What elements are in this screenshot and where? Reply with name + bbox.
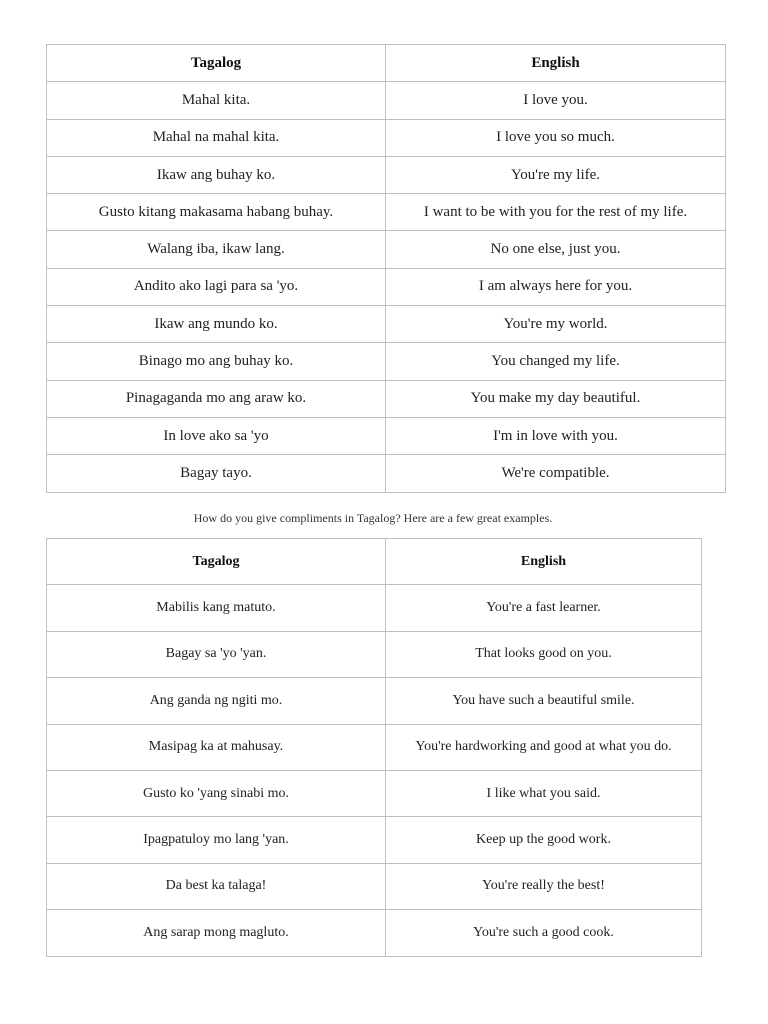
tagalog-cell: Ang ganda ng ngiti mo. [47,678,386,724]
tagalog-cell: Ikaw ang mundo ko. [47,306,386,343]
english-cell: You're really the best! [386,863,702,909]
tagalog-cell: Andito ako lagi para sa 'yo. [47,268,386,305]
table-row [47,306,726,343]
tagalog-cell: Ipagpatuloy mo lang 'yan. [47,817,386,863]
tagalog-cell: Bagay tayo. [47,455,386,492]
table-row [47,455,726,492]
table-row [47,194,726,231]
compliments-caption: How do you give compliments in Tagalog? Here are a few great examples. [193,511,553,525]
tagalog-cell: Mahal kita. [47,82,386,119]
tagalog-cell: Mahal na mahal kita. [47,119,386,156]
table-row [47,724,702,770]
tagalog-cell: Ikaw ang buhay ko. [47,156,386,193]
tagalog-cell: Gusto ko 'yang sinabi mo. [47,770,386,816]
tagalog-cell: Da best ka talaga! [47,863,386,909]
table-header-row [47,539,702,585]
tagalog-cell: Gusto kitang makasama habang buhay. [47,194,386,231]
compliments-table [46,538,702,957]
english-cell: I love you. [386,82,726,119]
english-cell: You make my day beautiful. [386,380,726,417]
love-phrases-table [46,44,726,493]
table-row [47,678,702,724]
table-row [47,417,726,454]
english-cell: You're my world. [386,306,726,343]
table-row [47,380,726,417]
english-cell: That looks good on you. [386,631,702,677]
table-row [47,231,726,268]
english-cell: I like what you said. [386,770,702,816]
table-row [47,863,702,909]
english-cell: You changed my life. [386,343,726,380]
column-header-english: English [386,45,726,82]
english-cell: I am always here for you. [386,268,726,305]
english-cell: You're my life. [386,156,726,193]
table-row [47,119,726,156]
english-cell: I want to be with you for the rest of my life. [386,194,726,231]
table-row [47,585,702,631]
english-cell: I'm in love with you. [386,417,726,454]
english-cell: We're compatible. [386,455,726,492]
column-header-tagalog: Tagalog [47,539,386,585]
table-row [47,343,726,380]
table-row [47,910,702,956]
table-row [47,268,726,305]
column-header-tagalog: Tagalog [47,45,386,82]
tagalog-cell: Binago mo ang buhay ko. [47,343,386,380]
english-cell: You're such a good cook. [386,910,702,956]
table-row [47,817,702,863]
tagalog-cell: Walang iba, ikaw lang. [47,231,386,268]
english-cell: No one else, just you. [386,231,726,268]
tagalog-cell: Masipag ka at mahusay. [47,724,386,770]
tagalog-cell: In love ako sa 'yo [47,417,386,454]
english-cell: You're hardworking and good at what you do. [386,724,702,770]
english-cell: You're a fast learner. [386,585,702,631]
english-cell: You have such a beautiful smile. [386,678,702,724]
english-cell: Keep up the good work. [386,817,702,863]
table-row [47,631,702,677]
table-header-row [47,45,726,82]
column-header-english: English [386,539,702,585]
tagalog-cell: Mabilis kang matuto. [47,585,386,631]
english-cell: I love you so much. [386,119,726,156]
table-row [47,156,726,193]
tagalog-cell: Pinagaganda mo ang araw ko. [47,380,386,417]
table-row [47,770,702,816]
tagalog-cell: Bagay sa 'yo 'yan. [47,631,386,677]
tagalog-cell: Ang sarap mong magluto. [47,910,386,956]
table-row [47,82,726,119]
